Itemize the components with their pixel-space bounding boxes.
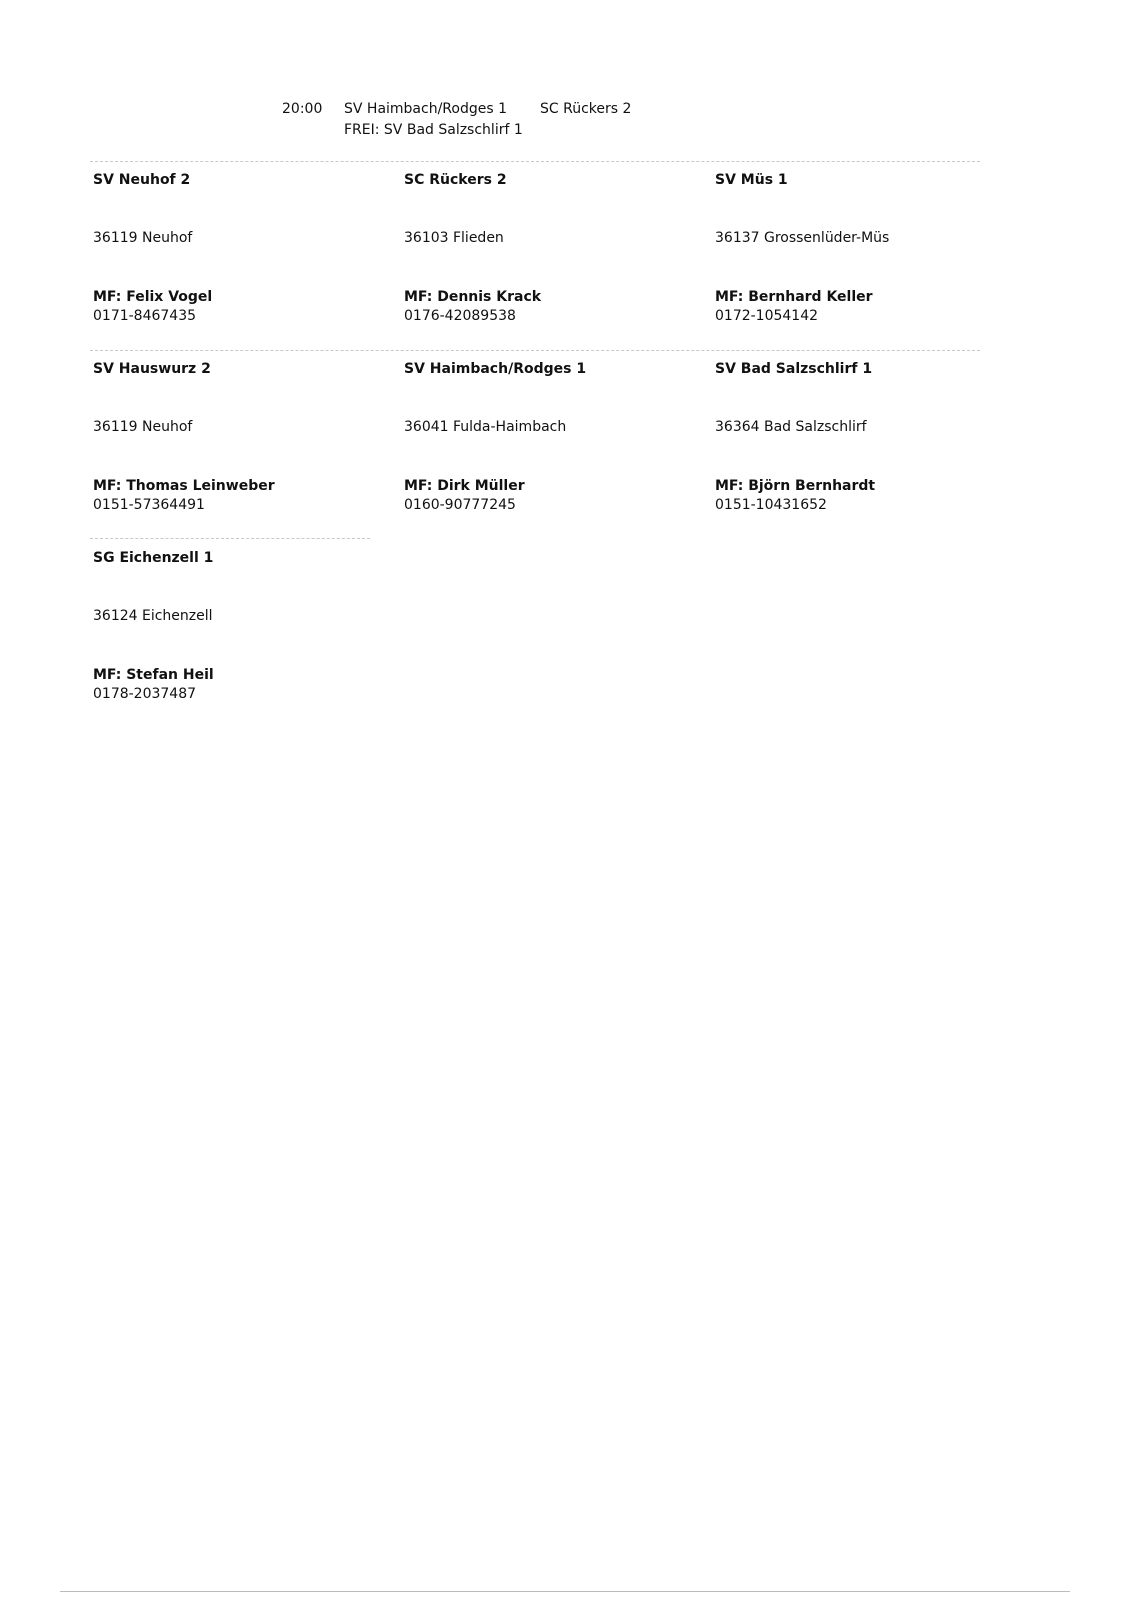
team-address: 36119 Neuhof [93,419,193,435]
row-separator [90,161,980,162]
row-separator [90,538,370,539]
team-name: SC Rückers 2 [404,172,507,188]
team-address: 36041 Fulda-Haimbach [404,419,567,435]
team-phone: 0151-10431652 [715,497,827,513]
team-manager: MF: Thomas Leinweber [93,478,275,494]
team-address: 36137 Grossenlüder-Müs [715,230,890,246]
team-phone: 0172-1054142 [715,308,819,324]
team-address: 36124 Eichenzell [93,608,213,624]
team-phone: 0178-2037487 [93,686,197,702]
team-phone: 0171-8467435 [93,308,197,324]
team-name: SV Hauswurz 2 [93,361,211,377]
team-phone: 0176-42089538 [404,308,516,324]
team-name: SV Müs 1 [715,172,788,188]
fixture-home-team: SV Haimbach/Rodges 1 [344,101,508,117]
team-name: SV Haimbach/Rodges 1 [404,361,587,377]
fixture-free-team: FREI: SV Bad Salzschlirf 1 [344,122,523,138]
team-address: 36119 Neuhof [93,230,193,246]
team-manager: MF: Stefan Heil [93,667,214,683]
team-phone: 0160-90777245 [404,497,516,513]
fixture-time: 20:00 [282,101,323,117]
team-address: 36364 Bad Salzschlirf [715,419,867,435]
team-manager: MF: Bernhard Keller [715,289,873,305]
team-manager: MF: Felix Vogel [93,289,213,305]
team-manager: MF: Dennis Krack [404,289,542,305]
team-address: 36103 Flieden [404,230,504,246]
team-name: SV Neuhof 2 [93,172,191,188]
row-separator [90,350,980,351]
team-manager: MF: Björn Bernhardt [715,478,876,494]
team-manager: MF: Dirk Müller [404,478,525,494]
team-phone: 0151-57364491 [93,497,205,513]
team-name: SG Eichenzell 1 [93,550,214,566]
fixture-away-team: SC Rückers 2 [540,101,632,117]
footer-divider [60,1591,1070,1592]
team-name: SV Bad Salzschlirf 1 [715,361,873,377]
